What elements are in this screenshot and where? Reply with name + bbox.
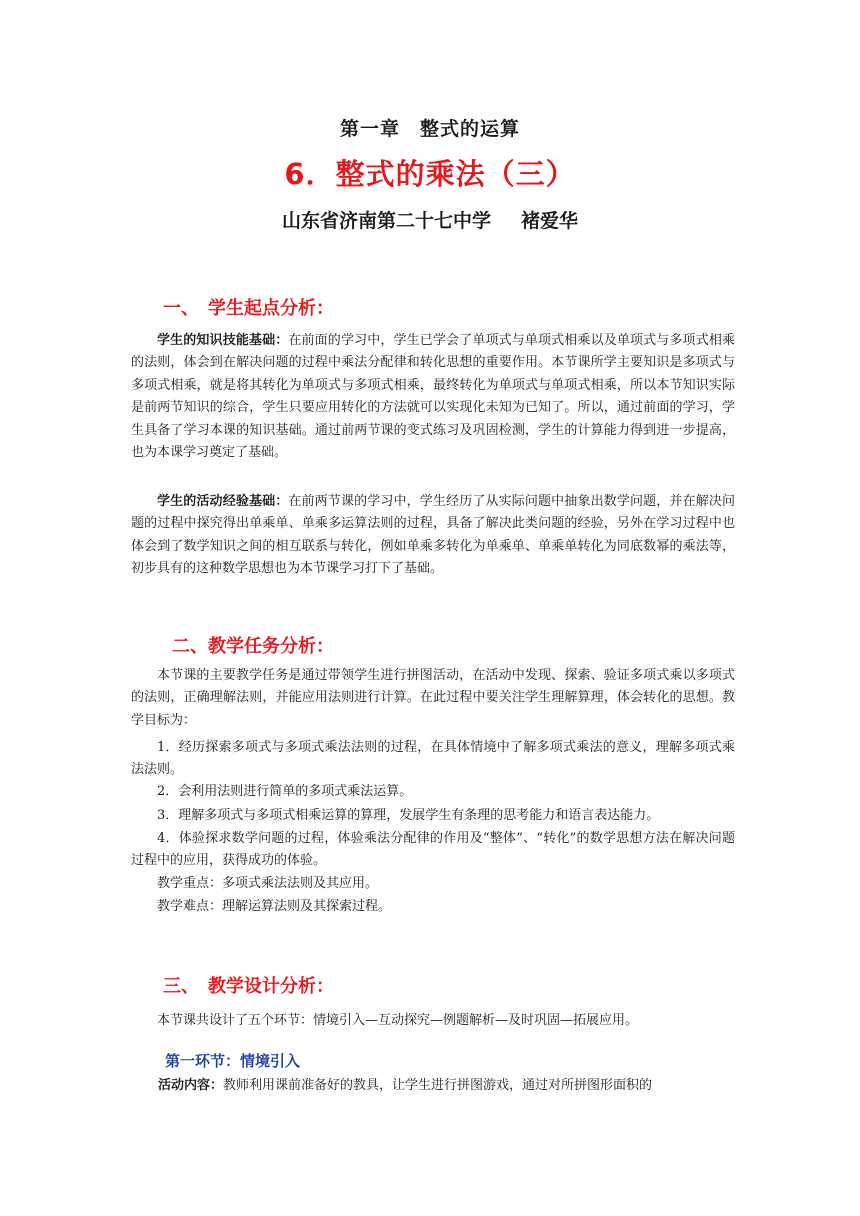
- section1-p2-text: 在前两节课的学习中，学生经历了从实际问题中抽象出数学问题，并在解决问题的过程中探究得出单乘单、单乘多运算法则的过程，具备了解决此类问题的经验，另外在学习过程中也体会到了数学知识之间的相互联系与转化，例如单乘多转化为单乘单、单乘单转化为同底数幂的乘法等，初步具有的这种数学思想也为本节课学习打下了基础。: [131, 494, 735, 577]
- activity-paragraph: [158, 1075, 738, 1097]
- goal-item: 3．理解多项式与多项式相乘运算的算理，发展学生有条理的思考能力和语言表达能力。: [157, 808, 660, 823]
- author-name: 褚爱华: [521, 210, 579, 232]
- section1-paragraph2: [131, 491, 735, 581]
- section3-heading: 三、 教学设计分析：: [163, 976, 334, 997]
- section1-paragraph1: [131, 330, 735, 464]
- school-name: 山东省济南第二十七中学: [281, 210, 491, 232]
- goal-item: 4．体验探求数学问题的过程，体验乘法分配律的作用及“整体”、“转化”的数学思想方法在解决问题过程中的应用，获得成功的体验。: [131, 831, 735, 869]
- section1-heading: 一、 学生起点分析：: [163, 298, 334, 319]
- activity-text: 教师利用课前准备好的教具，让学生进行拼图游戏，通过对所拼图形面积的: [223, 1078, 653, 1093]
- step1-heading: 第一环节：情境引入: [165, 1052, 301, 1070]
- section1-p1-lead: 学生的知识技能基础：: [157, 333, 289, 348]
- key-point: 教学重点：多项式乘法法则及其应用。: [157, 876, 379, 891]
- lesson-title: 6．整式的乘法（三）: [284, 157, 576, 191]
- section2-heading: 二、教学任务分析：: [172, 636, 334, 657]
- goal-item: 1．经历探索多项式与多项式乘法法则的过程，在具体情境中了解多项式乘法的意义，理解多项式乘法法则。: [131, 740, 735, 778]
- difficulty-point: 教学难点：理解运算法则及其探索过程。: [157, 899, 392, 914]
- section1-p2-lead: 学生的活动经验基础：: [157, 494, 289, 509]
- section3-intro: 本节课共设计了五个环节：情境引入—互动探究—例题解析—及时巩固—拓展应用。: [157, 1013, 639, 1028]
- section2-intro: 本节课的主要教学任务是通过带领学生进行拼图活动，在活动中发现、探索、验证多项式乘以多项式的法则，正确理解法则，并能应用法则进行计算。在此过程中要关注学生理解算理，体会转化的思想。教学目标为：: [131, 668, 735, 728]
- goal-item: 2．会利用法则进行简单的多项式乘法运算。: [157, 784, 413, 799]
- activity-lead: 活动内容：: [158, 1078, 224, 1093]
- author-line: [0, 206, 860, 233]
- chapter-title: 第一章 整式的运算: [339, 118, 520, 140]
- section1-p1-text: 在前面的学习中，学生已学会了单项式与单项式相乘以及单项式与多项式相乘的法则，体会到在解决问题的过程中乘法分配律和转化思想的重要作用。本节课所学主要知识是多项式与多项式相乘，就是将其转化为单项式与多项式相乘，最终转化为单项式与单项式相乘，所以本节知识实际是前两节知识的综合，学生只要应用转化的方法就可以实现化未知为已知了。所以，通过前面的学习，学生具备了学习本课的知识基础。通过前两节课的变式练习及巩固检测，学生的计算能力得到进一步提高，也为本课学习奠定了基础。: [131, 333, 735, 461]
